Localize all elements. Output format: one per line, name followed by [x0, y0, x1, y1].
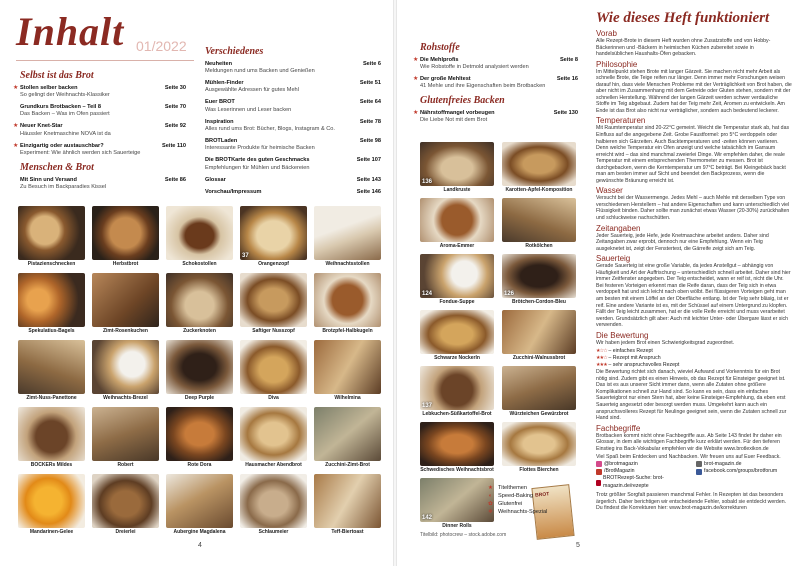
toc-entry[interactable] [205, 157, 381, 171]
howto-heading: Wasser [596, 186, 623, 196]
recipe-name: Flottes Bierchen [519, 467, 559, 473]
social-label: /BrotMagazin [604, 468, 635, 475]
footnote: Trotz größter Sorgfalt passieren manchmal Fehler. In Rezepten ist das besonders ärgerlich. Daher berichtigen wir entscheidende Fehler, sobald sie entdeckt werden. Du findest die Korrekturen hier: www.brot-magazin.de/korrekturen [596, 491, 787, 512]
recipe-photo [314, 273, 381, 327]
recipe-name: Zucchini-Walnussbrot [512, 355, 566, 361]
toc-column-1 [13, 68, 186, 196]
entry-row [205, 157, 381, 164]
social-icon [696, 461, 702, 467]
toc-column-3 [413, 40, 578, 130]
recipe-name: Pistazienschnecken [27, 261, 76, 267]
toc-entry[interactable] [20, 104, 186, 118]
entry-desc: Ausgewählte Adressen für gutes Mehl [205, 87, 299, 94]
recipe-name: Zuckerknoten [183, 328, 216, 334]
howto-body: Im Mittelpunkt stehen Brote mit langer Gärzeit. Sie machen nicht mehr Arbeit als schnelle Brote, die Teige reifen nur länger. Denn immer mehr Forschungen weisen darauf hin, dass viele Menschen Probleme mit der Verträglichkeit von Brot haben, die aber nicht im Zusammenhang mit dem Getreide oder Gluten stehen, sondern mit der schnellen Herstellung. Während der langen Gärzeit werden schwer verdauliche Stoffe im Teig abgebaut. Zudem hat der Teig mehr Zeit, Aromen zu entwickeln. Am Ende ist das Brot also nicht nur verträglicher, sondern auch bedeutend leckerer. [596, 68, 792, 114]
recipe-photo [92, 340, 159, 394]
legend-icon: ✿ [488, 501, 493, 508]
legend-label: Weihnachts-Spezial [498, 509, 548, 516]
recipe-photo [240, 474, 307, 528]
toc-entry[interactable] [13, 84, 186, 99]
recipe-tile[interactable] [18, 340, 85, 404]
recipe-tile[interactable] [18, 407, 85, 471]
recipe-tile[interactable] [18, 206, 85, 270]
recipe-photo [92, 273, 159, 327]
legend-label: Titelthemen [498, 485, 528, 491]
howto-body: Wir haben jedem Brot einen Schwierigkeitsgrad zugeordnet. [596, 339, 735, 346]
legend-item [486, 500, 547, 508]
recipe-name: Landkruste [443, 187, 471, 193]
entry-row [205, 189, 381, 196]
entry-title: Der große Mehltest [420, 76, 471, 83]
entry-desc: Die Liebe Not mit dem Brot [420, 117, 488, 124]
recipe-name: Hausmacher Abendbrot [245, 462, 302, 468]
howto-heading: Die Bewertung [596, 330, 649, 340]
howto-section [596, 186, 792, 221]
recipe-name: Schokostollen [182, 261, 217, 267]
rating-legend [596, 348, 792, 369]
entry-title: Die BROTKarte des guten Geschmacks [205, 157, 310, 164]
entry-row [420, 110, 578, 117]
recipe-name: Mandarinen-Gelee [29, 529, 74, 535]
recipe-name: Aroma-Emmer [439, 243, 475, 249]
magazine-cover-thumb: BROT [531, 484, 574, 540]
toc-entry[interactable] [13, 123, 186, 137]
toc-entry[interactable] [205, 119, 381, 133]
section-heading-rohstoffe: Rohstoffe [420, 42, 460, 53]
legend-icon: ◐ [488, 493, 493, 500]
recipe-tile[interactable] [420, 422, 494, 475]
howto-section [596, 224, 792, 253]
recipe-name: Dreierlei [115, 529, 136, 535]
rating-label: – sehr anspruchsvolles Rezept [608, 362, 680, 369]
entry-title: Mit Sinn und Versand [20, 176, 77, 183]
photo-credit: Titelbild: photocrew – stock.adobe.com [420, 532, 507, 538]
entry-page: Seite 16 [556, 76, 578, 83]
entry-title: Vorschau/Impressum [205, 188, 262, 195]
recipe-page-number: 126 [504, 291, 515, 297]
recipe-name: Saftiger Nusszopf [252, 328, 295, 334]
recipe-photo [166, 474, 233, 528]
toc-entry[interactable] [413, 110, 578, 124]
star-icon: ★ [13, 84, 19, 91]
recipe-photo [502, 142, 576, 186]
recipe-tile[interactable] [92, 407, 159, 471]
recipe-photo [420, 310, 494, 354]
entry-title: Einzigartig oder austauschbar? [20, 142, 104, 149]
recipe-tile[interactable] [18, 273, 85, 337]
entry-page: Seite 6 [362, 60, 381, 67]
recipe-photo [420, 254, 494, 298]
entry-title: Euer BROT [205, 99, 235, 106]
legend-icon: ★ [487, 485, 493, 491]
recipe-tile[interactable] [502, 198, 576, 251]
recipe-name: Aubergine Magdalena [173, 529, 226, 535]
toc-entry[interactable] [205, 177, 381, 184]
recipe-photo [314, 206, 381, 260]
section-heading: Menschen & Brot [20, 162, 94, 174]
entry-desc: Empfehlungen für Mühlen und Bäckereien [205, 164, 310, 171]
recipe-name: BÖCKERs Mildes [30, 462, 73, 468]
recipe-name: Zimt-Nuss-Panettone [26, 395, 77, 401]
entry-page: Seite 130 [553, 110, 578, 117]
recipe-photo [240, 340, 307, 394]
social-link[interactable] [596, 468, 692, 475]
rating-row [596, 355, 792, 362]
recipe-name: Schwarze Nockerln [434, 355, 480, 361]
recipe-photo [166, 340, 233, 394]
recipe-tile[interactable] [502, 366, 576, 419]
legend-label: Speed-Baking [498, 493, 534, 500]
recipe-photo [240, 407, 307, 461]
entry-desc: Zu Besuch im Backparadies Kissel [20, 184, 107, 190]
entry-page: Seite 110 [162, 142, 186, 149]
recipe-tile[interactable] [240, 206, 307, 270]
recipe-page-number: 136 [422, 179, 433, 185]
howto-heading: Vorab [596, 29, 617, 38]
recipe-name: Lebkuchen-Süßkartoffel-Brot [422, 411, 492, 417]
recipe-photo [314, 340, 381, 394]
recipe-tile[interactable] [314, 407, 381, 471]
social-icon [596, 469, 602, 475]
fachbegriffe-heading: Fachbegriffe [596, 423, 641, 433]
recipe-photo [502, 422, 576, 466]
section-heading: Verschiedenes [205, 46, 264, 57]
recipe-photo [18, 407, 85, 461]
toc-entry[interactable] [205, 61, 381, 75]
rating-label: – einfaches Rezept [608, 348, 653, 355]
recipe-tile[interactable] [420, 142, 494, 195]
star-rating-icon: ★★☆ [596, 355, 607, 362]
entry-title: Mühlen-Finder [205, 80, 244, 87]
entry-row [205, 119, 381, 126]
howto-title: Wie dieses Heft funktioniert [596, 10, 770, 26]
recipe-tile[interactable] [92, 273, 159, 337]
entry-page: Seite 92 [164, 123, 186, 130]
social-label: BROTRezept-Suche: brot-magazin.de/rezepte [603, 475, 664, 489]
recipe-name: Robert [117, 462, 134, 468]
recipe-name: Deep Purple [184, 395, 215, 401]
entry-title: Nährstoffmangel vorbeugen [420, 110, 495, 117]
recipe-tile[interactable] [166, 206, 233, 270]
entry-page: Seite 86 [164, 176, 186, 183]
recipe-photo [240, 273, 307, 327]
recipe-tile[interactable] [240, 407, 307, 471]
page-number-left: 4 [198, 542, 202, 549]
recipe-photo [166, 206, 233, 260]
entry-row [20, 104, 186, 111]
star-rating-icon: ★★★ [596, 362, 607, 369]
recipe-page-number: 37 [242, 253, 249, 259]
entry-title: Stollen selber backen [20, 84, 78, 91]
howto-column [590, 0, 800, 566]
recipe-photo [420, 366, 494, 410]
social-link[interactable] [596, 461, 692, 468]
toc-entry[interactable] [205, 138, 381, 152]
howto-heading: Temperaturen [596, 116, 646, 126]
howto-section [596, 29, 792, 58]
entry-row [205, 99, 381, 106]
entry-row [420, 57, 578, 64]
recipe-photo [18, 206, 85, 260]
entry-desc: So gelingt der Weihnachts-Klassiker [20, 91, 110, 98]
entry-row [20, 85, 186, 92]
entry-desc: Wie Robstoffe in Detmold analysiert werden [420, 63, 529, 70]
entry-row [205, 61, 381, 68]
recipe-tile[interactable] [18, 474, 85, 538]
entry-row [420, 76, 578, 83]
howto-heading: Sauerteig [596, 254, 631, 264]
recipe-photo [92, 474, 159, 528]
social-link[interactable] [696, 461, 792, 468]
entry-desc: 41 Mehle und ihre Eigenschaften beim Brotbacken [420, 83, 546, 90]
toc-entry[interactable] [205, 99, 381, 113]
recipe-page-number: 124 [422, 291, 433, 297]
recipe-name: Brotzpfel-Halbkugeln [322, 328, 373, 334]
recipe-name: Karotten-Apfel-Komposition [505, 187, 573, 193]
recipe-tile[interactable] [166, 407, 233, 471]
recipe-name: Fondue-Suppe [439, 299, 475, 305]
social-icon [596, 480, 601, 486]
recipe-photo [420, 198, 494, 242]
recipe-name: Wilhelmina [334, 395, 361, 401]
recipe-tile[interactable] [314, 474, 381, 538]
recipe-tile[interactable] [502, 254, 576, 307]
social-label: brot-magazin.de [704, 460, 742, 467]
recipe-grid-left [18, 206, 380, 538]
entry-page: Seite 8 [559, 56, 578, 63]
recipe-tile[interactable] [166, 340, 233, 404]
entry-title: Neuheiten [205, 60, 233, 67]
left-page [0, 0, 395, 566]
howto-section [596, 116, 792, 184]
entry-title: Die Mehlprofis [420, 56, 459, 63]
howto-body: Versucht bei der Wassermenge. Jedes Mehl – auch Mehle mit derselben Type von verschiedenen Herstellern – hat andere Eigenschaften und kann unterschiedlich viel Flüssigkeit binden. Daher sollte man zunächst etwas Wasser (20-30%) zurückhalten und schluckweise nachschütten. [596, 195, 790, 222]
recipe-photo [502, 366, 576, 410]
legend-item [486, 508, 547, 516]
recipe-tile[interactable] [166, 474, 233, 538]
entry-desc: Das Backen – Was im Ofen passiert [20, 111, 110, 118]
star-icon: ★ [13, 123, 19, 130]
entry-page: Seite 64 [359, 99, 381, 106]
social-links [596, 461, 792, 490]
recipe-photo [420, 478, 494, 522]
page-number-right: 5 [576, 542, 580, 549]
toc-entry[interactable] [205, 80, 381, 94]
toc-entry[interactable] [413, 76, 578, 90]
section-heading-glutenfrei: Glutenfreies Backen [420, 95, 505, 107]
legend-icon: ❄ [488, 509, 493, 516]
entry-title: Neuer Knet-Star [20, 123, 63, 130]
entry-page: Seite 70 [164, 104, 186, 111]
recipe-photo [166, 273, 233, 327]
entry-title: Grundkurs Brotbacken – Teil 8 [20, 104, 102, 111]
star-rating-icon: ★☆☆ [596, 348, 607, 355]
howto-section [596, 331, 792, 347]
legend-item [486, 492, 547, 500]
fachbegriffe-text: Brotbacken kommt nicht ohne Fachbegriffe aus. Ab Seite 143 findet Ihr daher ein Glossar, in dem alle wichtigen Fachbegriffe kurz erklärt werden. Für den tieferen Einstieg ins Back-Vokabular empfehlen wir die Website www.brotlexikon.de [596, 432, 782, 452]
recipe-photo [18, 340, 85, 394]
recipe-tile[interactable] [502, 142, 576, 195]
entry-title: Inspiration [205, 118, 234, 125]
recipe-page-number: 137 [422, 403, 433, 409]
toc-entry[interactable] [413, 56, 578, 71]
rating-label: – Rezept mit Anspruch [608, 355, 661, 362]
social-link[interactable] [696, 468, 792, 475]
recipe-name: Zimt-Rosenkuchen [102, 328, 148, 334]
entry-desc: Was Leserinnen und Leser backen [205, 106, 292, 113]
recipe-tile[interactable] [240, 474, 307, 538]
entry-row [20, 123, 186, 130]
recipe-photo [420, 142, 494, 186]
entry-row [20, 143, 186, 150]
toc-entry[interactable] [205, 189, 381, 196]
recipe-name: Diva [268, 395, 279, 401]
recipe-tile[interactable] [166, 273, 233, 337]
recipe-photo [502, 310, 576, 354]
recipe-tile[interactable] [314, 206, 381, 270]
recipe-name: Rotkölchen [525, 243, 553, 249]
recipe-name: Weihnachtsstollen [325, 261, 370, 267]
recipe-tile[interactable] [92, 474, 159, 538]
social-label: facebook.com/groups/brotforum [704, 468, 778, 475]
entry-row [205, 80, 381, 87]
entry-desc: Meldungen rund ums Backen und Genießen [205, 67, 315, 74]
recipe-tile[interactable] [502, 422, 576, 475]
entry-page: Seite 51 [359, 80, 381, 87]
recipe-name: Orangenzopf [258, 261, 289, 267]
recipe-name: Spekulatius-Bagels [28, 328, 75, 334]
entry-desc: Experiment: Wie ähnlich werden sich Sauerteige [20, 149, 141, 156]
recipe-photo [92, 206, 159, 260]
entry-row [205, 138, 381, 145]
recipe-tile[interactable] [502, 310, 576, 363]
social-icon [596, 461, 602, 467]
recipe-name: Rote Dora [187, 462, 212, 468]
recipe-name: Schlaumeier [258, 529, 289, 535]
recipe-name: Weihnachts-Brezel [103, 395, 148, 401]
toc-column-2 [205, 44, 381, 201]
recipe-name: Schwedisches Weihnachtsbrot [420, 467, 494, 473]
recipe-tile[interactable] [92, 340, 159, 404]
issue-number: 01/2022 [136, 38, 187, 54]
toc-title: Inhalt [16, 9, 125, 54]
recipe-tile[interactable] [314, 340, 381, 404]
legend-item [486, 484, 547, 492]
recipe-tile[interactable] [314, 273, 381, 337]
social-icon [696, 469, 702, 475]
social-label: @brotmagazin [604, 460, 638, 467]
divider [16, 60, 194, 61]
recipe-photo [502, 198, 576, 242]
recipe-photo [314, 474, 381, 528]
recipe-name: Herbstbrot [112, 261, 139, 267]
recipe-photo [166, 407, 233, 461]
entry-row [205, 177, 381, 184]
howto-body: Alle Rezept-Brote in diesem Heft wurden ohne Zusatzstoffe und von Hobby-Bäckerinnen und -Bäckern in heimischen Küchen zubereitet sowie in handelsüblichen Haushalts-Öfen gebacken. [596, 38, 771, 58]
entry-page: Seite 146 [356, 188, 381, 195]
section-heading: Selbst ist das Brot [20, 70, 94, 81]
entry-desc: Häussler Knetmaschine NOVA ist da [20, 130, 111, 137]
star-icon: ★ [413, 110, 419, 117]
howto-body: Gerade Sauerteig ist eine große Variable, da jedes Anstellgut – abhängig von Häufigkeit und Art der Auffrischung – unterschiedlich schnell arbeitet. Daher sind hier immer Zeitfenster angegeben. Der Teig entscheidet, wann er reif ist, nicht die Uhr. Bei festeren Vorteigen erkennt man die Reife daran, dass der Teig sich in etwa verdoppelt hat und sich leicht nach oben wölbt. Bei flüssigeren Vorteigen geht man am besten mit einem Löffel an der Oberfläche entlang. Ist der Teig sehr bläsig, ist er reif. Eine andere Variante ist es, mit der Schüssel auf einem Untergrund zu klopfen. Fällt der Teig leicht zusammen, hat er die volle Reife erreicht und muss verarbeitet werden. Grundsätzlich gilt aber: Auch mit leichter Unter- oder Übergare lässt er sich verwenden. [596, 263, 791, 329]
closing-text: Viel Spaß beim Entdecken und Nachbacken. Wir freuen uns auf Euer Feedback. [596, 454, 781, 461]
recipe-name: Teff-Biertoast [331, 529, 364, 535]
recipe-photo [18, 474, 85, 528]
entry-page: Seite 78 [359, 118, 381, 125]
entry-page: Seite 107 [356, 157, 381, 164]
recipe-name: Brötchen-Cordon-Bleu [512, 299, 566, 305]
howto-section [596, 60, 792, 115]
recipe-page-number: 142 [422, 515, 433, 521]
recipe-tile[interactable] [240, 340, 307, 404]
entry-title: Glossar [205, 176, 226, 183]
entry-page: Seite 30 [164, 84, 186, 91]
recipe-tile[interactable] [420, 254, 494, 307]
recipe-photo [420, 422, 494, 466]
recipe-tile[interactable] [420, 478, 494, 531]
recipe-name: Dinner Rolls [442, 523, 472, 529]
rating-row [596, 362, 792, 369]
page-spine [393, 0, 397, 566]
recipe-photo [314, 407, 381, 461]
recipe-name: Würzteichen Gewürzbrot [509, 411, 569, 417]
toc-entry[interactable] [20, 177, 186, 191]
howto-heading: Zeitangaben [596, 223, 641, 233]
toc-entry[interactable] [13, 142, 186, 157]
star-icon: ★ [413, 76, 419, 83]
entry-page: Seite 143 [356, 176, 381, 183]
star-icon: ★ [413, 56, 419, 63]
howto-body: Mit Raumtemperatur sind 20-22°C gemeint. Weicht die Temperatur stark ab, hat das Einfluss auf die angegebene Zeit. Grobe Faustformel: pro 5°C verdoppeln oder halbieren sich Gärzeiten. Auch Backtemperaturen und -zeiten können variieren. Denn welche Temperatur ein Ofen anzeigt und welche tatsächlich im Garraum erreicht wird – das sind manchmal zweierlei Dinge. Wir empfehlen daher, die reale Temperatur mit einem entsprechenden Thermometer zu messen. Brot ist durchgebacken, wenn die Kerntemperatur um 97°C beträgt. Bei Kleingebäck backt man am besten immer auf Sicht und beendet den Backprozess, wenn die gewünschte Bräunung erreicht ist. [596, 125, 790, 184]
recipe-tile[interactable] [92, 206, 159, 270]
recipe-tile[interactable] [420, 198, 494, 251]
entry-title: BROTLaden [205, 138, 238, 145]
howto-body: Jeder Sauerteig, jede Hefe, jede Knetmaschine arbeitet anders. Daher sind Zeitangaben zwar erprobt, dennoch nur eine Empfehlung. Wenn ein Teig ausgeknetet ist, zeigt der Fenstertest, die Gärreife zeigt sich am Teig. [596, 232, 769, 252]
rating-row [596, 348, 792, 355]
recipe-tile[interactable] [420, 310, 494, 363]
legend [486, 484, 547, 516]
entry-row [20, 177, 186, 184]
howto-section [596, 254, 792, 328]
recipe-tile[interactable] [420, 366, 494, 419]
recipe-name: Zucchini-Zimt-Brot [325, 462, 370, 468]
entry-desc: Interessante Produkte für heimische Backen [205, 145, 315, 152]
howto-heading: Philosophie [596, 59, 638, 69]
recipe-tile[interactable] [240, 273, 307, 337]
rating-text: Die Bewertung richtet sich danach, wieviel Aufwand und Vorkenntnis für ein Brot nötig sind. Zudem gibt es einen Hinweis, ob das Rezept für Einsteiger geeignet ist. Das ist es aus unserer Sicht immer dann, wenn alle Zutaten ohne größere Komplikationen schnell zur Hand sind. So kann es sein, dass ein einfaches Sauerteigbrot nur einen Stern hat, aber keine Einsteiger-Empfehlung, da eben erst Sauerteig angesetzt oder besorgt werden muss. Umgekehrt kann auch ein anspruchsvolleres Rezept für Neulinge geeignet sein, wenn die Zutaten schnell zur Hand sind. [596, 369, 787, 422]
legend-label: Glutenfrei [498, 501, 523, 508]
entry-page: Seite 98 [359, 138, 381, 145]
recipe-photo [240, 206, 307, 260]
star-icon: ★ [13, 142, 19, 149]
recipe-grid-right [420, 142, 576, 531]
recipe-photo [18, 273, 85, 327]
recipe-photo [92, 407, 159, 461]
entry-desc: Alles rund ums Brot: Bücher, Blogs, Instagram & Co. [205, 125, 335, 132]
recipe-photo [502, 254, 576, 298]
social-link[interactable] [596, 475, 692, 490]
